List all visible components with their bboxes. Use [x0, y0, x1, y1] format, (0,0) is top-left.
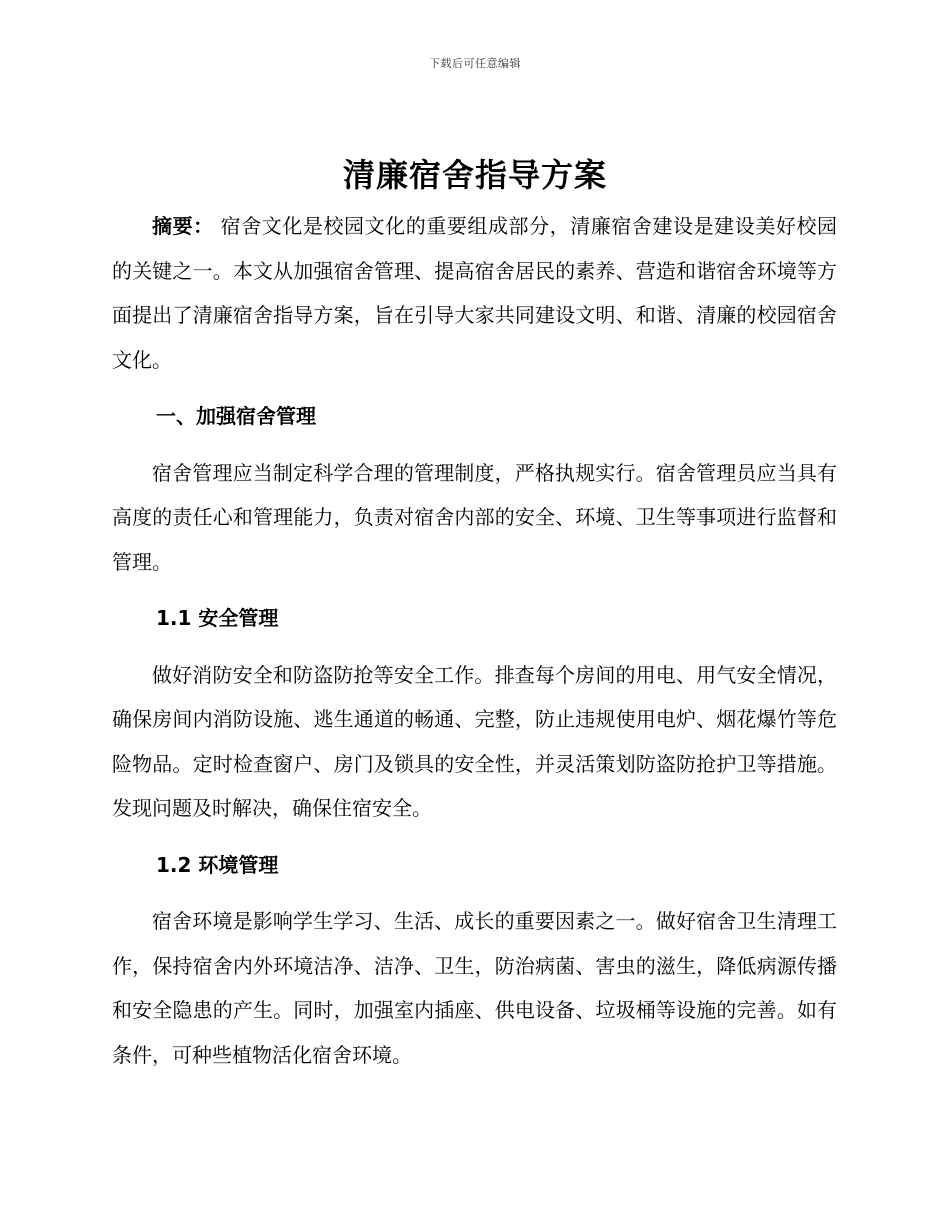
section-heading-environment: 1.2 环境管理 — [156, 852, 279, 877]
abstract-paragraph — [112, 204, 837, 382]
section-text-management: 宿舍管理应当制定科学合理的管理制度，严格执规实行。宿舍管理员应当具有高度的责任心和管理能力，负责对宿舍内部的安全、环境、卫生等事项进行监督和管理。 — [112, 460, 837, 574]
document-body — [112, 204, 837, 1077]
document-title: 清廉宿舍指导方案 — [342, 156, 607, 194]
abstract-text: 宿舍文化是校园文化的重要组成部分，清廉宿舍建设是建设美好校园的关键之一。本文从加强宿舍管理、提高宿舍居民的素养、营造和谐宿舍环境等方面提出了清廉宿舍指导方案，旨在引导大家共同建设文明、和谐、清廉的校园宿舍文化。 — [112, 214, 838, 372]
section-text-environment: 宿舍环境是影响学生学习、生活、成长的重要因素之一。做好宿舍卫生清理工作，保持宿舍内外环境洁净、洁净、卫生，防治病菌、害虫的滋生，降低病源传播和安全隐患的产生。同时，加强室内插座、供电设备、垃圾桶等设施的完善。如有条件，可种些植物活化宿舍环境。 — [112, 909, 837, 1067]
section-heading-safety: 1.1 安全管理 — [156, 606, 279, 630]
section-heading-management: 一、加强宿舍管理 — [156, 404, 316, 428]
header-note: 下载后可任意编辑 — [429, 57, 521, 70]
abstract-label: 摘要： — [152, 214, 214, 238]
section-text-safety: 做好消防安全和防盗防抢等安全工作。排查每个房间的用电、用气安全情况，确保房间内消防设施、逃生通道的畅通、完整，防止违规使用电炉、烟花爆竹等危险物品。定时检查窗户、房门及锁具的安全性，并灵活策划防盗防抢护卫等措施。发现问题及时解决，确保住宿安全。 — [112, 662, 837, 820]
